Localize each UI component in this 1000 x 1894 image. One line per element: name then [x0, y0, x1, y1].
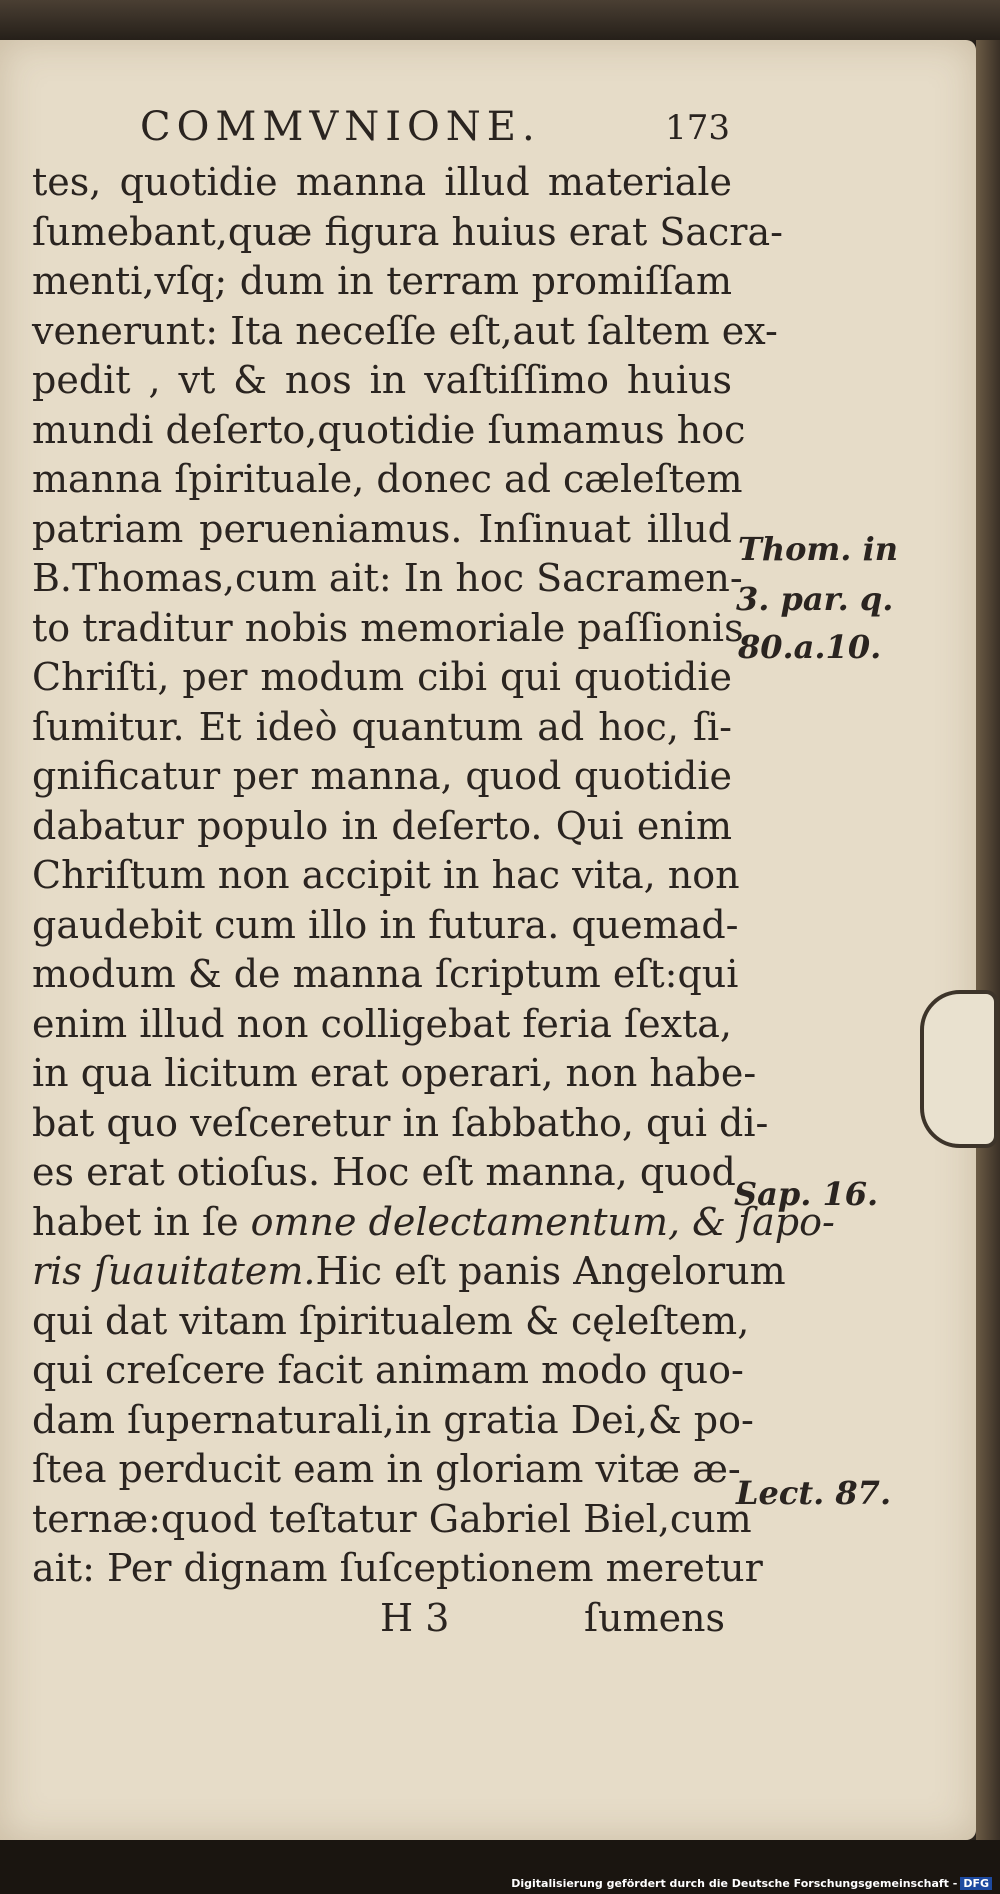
text-line: ſtea perducit eam in gloriam vitæ æ-: [32, 1447, 741, 1491]
dfg-logo: DFG: [960, 1877, 992, 1890]
text-line: Chriſti, per modum cibi qui quotidie: [32, 655, 732, 699]
text-line: menti,vſq; dum in terram promiſſam: [32, 259, 732, 303]
text-line: enim illud non colligebat feria ſexta,: [32, 1001, 732, 1046]
text-line: modum & de manna ſcriptum eſt:qui: [32, 952, 739, 996]
text-line: gnificatur per manna, quod quotidie: [32, 754, 732, 798]
text-line: ſumebant,quæ figura huius erat Sacra-: [32, 209, 783, 254]
text-line: qui creſcere facit animam modo quo-: [32, 1348, 744, 1392]
credit-text: Digitalisierung gefördert durch die Deutsche Forschungsgemeinschaft -: [511, 1877, 958, 1890]
line-text: Hic eſt panis Angelorum: [315, 1249, 786, 1293]
text-line: venerunt: Ita neceſſe eſt,aut ſaltem ex-: [32, 308, 778, 353]
text-line: bat quo veſceretur in ſabbatho, qui di-: [32, 1100, 769, 1145]
text-line: in qua licitum erat operari, non habe-: [32, 1051, 757, 1095]
text-line: ternæ:quod teſtatur Gabriel Biel,cum: [32, 1496, 752, 1541]
margin-note-thomas-1: Thom. in: [738, 530, 898, 568]
text-line: qui dat vitam ſpiritualem & cęleſtem,: [32, 1298, 750, 1343]
catchword: ſumens: [584, 1596, 726, 1640]
italic-quotation: omne delectamentum, & ſapo-: [250, 1199, 835, 1244]
running-header: [140, 104, 730, 158]
text-line: es erat otioſus. Hoc eſt manna, quod: [32, 1150, 736, 1194]
text-line-with-italic: [32, 1198, 835, 1248]
book-bottom-edge: [0, 1840, 1000, 1894]
line-text: habet in ſe: [32, 1199, 251, 1244]
text-line: manna ſpirituale, donec ad cæleſtem: [32, 457, 743, 501]
text-line: gaudebit cum illo in futura. quemad-: [32, 902, 739, 947]
margin-note-thomas-2: 3. par. q.: [736, 580, 894, 618]
margin-note-thomas-3: 80.a.10.: [738, 628, 882, 666]
text-line: ſumitur. Et ideò quantum ad hoc, ſi-: [32, 704, 732, 749]
page-tab-marker: [920, 990, 998, 1148]
italic-quotation: ris ſuauitatem.: [32, 1249, 316, 1293]
margin-note-sap: Sap. 16.: [734, 1175, 879, 1213]
running-title: COMMVNIONE.: [140, 104, 541, 150]
text-line-with-italic: [32, 1247, 786, 1297]
text-line: dam ſupernaturali,in gratia Dei,& po-: [32, 1397, 754, 1442]
text-line: pedit , vt & nos in vaſtiſſimo huius: [32, 358, 732, 402]
text-line: ait: Per dignam ſuſceptionem meretur: [32, 1546, 763, 1590]
text-line: B.Thomas,cum ait: In hoc Sacramen-: [32, 556, 743, 600]
page-number: 173: [665, 108, 730, 148]
text-line: patriam perueniamus. Inſinuat illud: [32, 506, 732, 551]
signature-mark: H 3: [380, 1596, 450, 1640]
text-line: to traditur nobis memoriale paſſionis: [32, 605, 744, 650]
text-line: Chriſtum non accipit in hac vita, non: [32, 853, 740, 897]
digitization-credit: [511, 1877, 992, 1890]
text-line: tes, quotidie manna illud materiale: [32, 160, 732, 204]
margin-note-lect: Lect. 87.: [736, 1474, 892, 1512]
text-line: dabatur populo in deſerto. Qui enim: [32, 803, 732, 848]
text-line: mundi deſerto,quotidie ſumamus hoc: [32, 407, 746, 452]
book-fore-edge: [976, 40, 1000, 1840]
